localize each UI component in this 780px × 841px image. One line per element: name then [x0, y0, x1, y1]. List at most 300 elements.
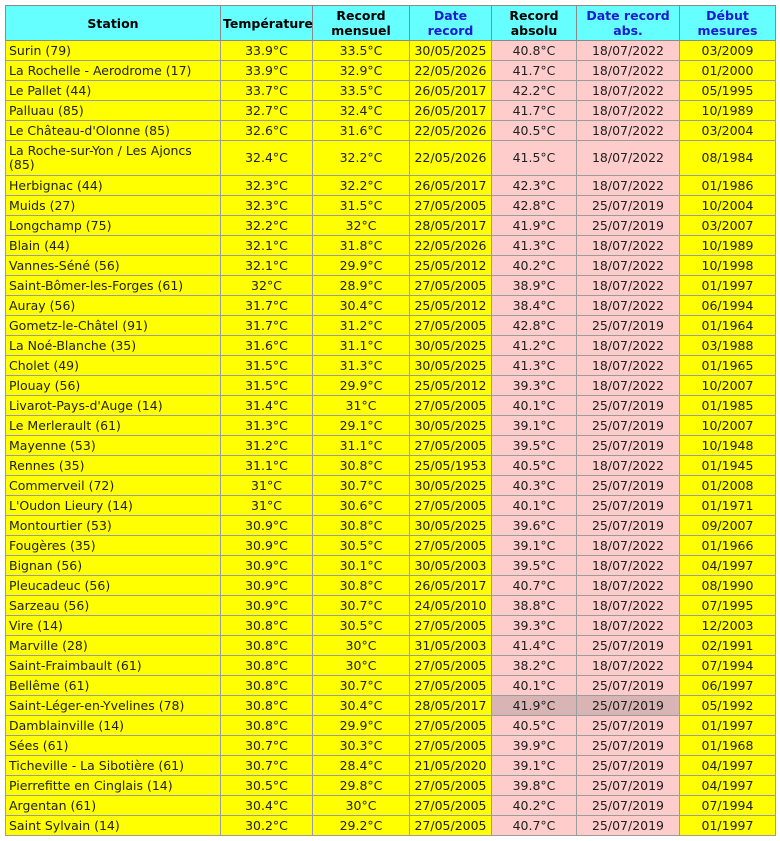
absolute-record-cell: 41.7°C: [492, 101, 577, 121]
table-row[interactable]: [6, 696, 776, 716]
absolute-record-date-cell: 18/07/2022: [577, 456, 680, 476]
station-cell: Mayenne (53): [6, 436, 221, 456]
temperature-cell: 33.7°C: [221, 81, 313, 101]
measurement-start-cell: 01/2008: [680, 476, 776, 496]
monthly-record-cell: 29.9°C: [313, 376, 410, 396]
absolute-record-date-cell: 18/07/2022: [577, 41, 680, 61]
measurement-start-cell: 05/1992: [680, 696, 776, 716]
measurement-start-cell: 10/2007: [680, 376, 776, 396]
monthly-record-cell: 29.8°C: [313, 776, 410, 796]
temperature-cell: 31.5°C: [221, 376, 313, 396]
record-date-cell: 22/05/2026: [410, 141, 492, 176]
measurement-start-cell: 03/2004: [680, 121, 776, 141]
measurement-start-cell: 10/1998: [680, 256, 776, 276]
temperature-cell: 31.4°C: [221, 396, 313, 416]
monthly-record-cell: 30.8°C: [313, 516, 410, 536]
measurement-start-cell: 01/1985: [680, 396, 776, 416]
table-row[interactable]: [6, 516, 776, 536]
monthly-record-cell: 28.4°C: [313, 756, 410, 776]
monthly-record-cell: 30.8°C: [313, 576, 410, 596]
station-cell: Palluau (85): [6, 101, 221, 121]
table-row[interactable]: [6, 236, 776, 256]
temperature-cell: 31.7°C: [221, 316, 313, 336]
monthly-record-cell: 30°C: [313, 656, 410, 676]
table-row[interactable]: [6, 296, 776, 316]
record-date-cell: 21/05/2020: [410, 756, 492, 776]
temperature-cell: 30.7°C: [221, 756, 313, 776]
monthly-record-cell: 31.2°C: [313, 316, 410, 336]
station-cell: Commerveil (72): [6, 476, 221, 496]
header-absolute-record-date[interactable]: Date record abs.: [577, 6, 680, 41]
station-cell: Pierrefitte en Cinglais (14): [6, 776, 221, 796]
station-cell: Rennes (35): [6, 456, 221, 476]
station-cell: La Roche-sur-Yon / Les Ajoncs (85): [6, 141, 221, 176]
absolute-record-date-cell: 25/07/2019: [577, 676, 680, 696]
measurement-start-cell: 07/1994: [680, 796, 776, 816]
measurement-start-cell: 06/1994: [680, 296, 776, 316]
monthly-record-cell: 32.2°C: [313, 141, 410, 176]
absolute-record-cell: 39.3°C: [492, 616, 577, 636]
temperature-cell: 31°C: [221, 496, 313, 516]
temperature-cell: 30.8°C: [221, 656, 313, 676]
station-cell: La Rochelle - Aerodrome (17): [6, 61, 221, 81]
station-cell: Marville (28): [6, 636, 221, 656]
measurement-start-cell: 01/1966: [680, 536, 776, 556]
absolute-record-date-cell: 18/07/2022: [577, 336, 680, 356]
temperature-cell: 32.3°C: [221, 196, 313, 216]
temperature-cell: 30.8°C: [221, 676, 313, 696]
record-date-cell: 27/05/2005: [410, 396, 492, 416]
station-cell: Longchamp (75): [6, 216, 221, 236]
temperature-cell: 30.7°C: [221, 736, 313, 756]
table-row[interactable]: [6, 256, 776, 276]
table-row[interactable]: [6, 576, 776, 596]
temperature-cell: 32°C: [221, 276, 313, 296]
measurement-start-cell: 10/1989: [680, 101, 776, 121]
record-date-cell: 26/05/2017: [410, 176, 492, 196]
temperature-cell: 30.9°C: [221, 536, 313, 556]
temperature-cell: 31.5°C: [221, 356, 313, 376]
record-date-cell: 27/05/2005: [410, 276, 492, 296]
monthly-record-cell: 32.2°C: [313, 176, 410, 196]
absolute-record-date-cell: 18/07/2022: [577, 276, 680, 296]
monthly-record-cell: 31.3°C: [313, 356, 410, 376]
absolute-record-date-cell: 18/07/2022: [577, 596, 680, 616]
station-cell: Vannes-Séné (56): [6, 256, 221, 276]
absolute-record-date-cell: 25/07/2019: [577, 436, 680, 456]
measurement-start-cell: 01/1971: [680, 496, 776, 516]
measurement-start-cell: 03/1988: [680, 336, 776, 356]
measurement-start-cell: 04/1997: [680, 776, 776, 796]
absolute-record-cell: 40.1°C: [492, 676, 577, 696]
measurement-start-cell: 10/1989: [680, 236, 776, 256]
table-row[interactable]: [6, 376, 776, 396]
record-date-cell: 27/05/2005: [410, 496, 492, 516]
table-row[interactable]: [6, 756, 776, 776]
measurement-start-cell: 01/1986: [680, 176, 776, 196]
absolute-record-cell: 40.5°C: [492, 121, 577, 141]
absolute-record-cell: 38.4°C: [492, 296, 577, 316]
record-date-cell: 24/05/2010: [410, 596, 492, 616]
measurement-start-cell: 04/1997: [680, 756, 776, 776]
absolute-record-cell: 39.3°C: [492, 376, 577, 396]
absolute-record-cell: 38.8°C: [492, 596, 577, 616]
station-cell: Montourtier (53): [6, 516, 221, 536]
absolute-record-date-cell: 18/07/2022: [577, 536, 680, 556]
monthly-record-cell: 30.6°C: [313, 496, 410, 516]
monthly-record-cell: 29.9°C: [313, 256, 410, 276]
monthly-record-cell: 30.1°C: [313, 556, 410, 576]
monthly-record-cell: 31.1°C: [313, 336, 410, 356]
absolute-record-cell: 40.7°C: [492, 576, 577, 596]
absolute-record-cell: 41.7°C: [492, 61, 577, 81]
record-date-cell: 28/05/2017: [410, 696, 492, 716]
header-record-date[interactable]: Date record: [410, 6, 492, 41]
record-date-cell: 28/05/2017: [410, 216, 492, 236]
table-row[interactable]: [6, 121, 776, 141]
table-row[interactable]: [6, 536, 776, 556]
station-cell: Sarzeau (56): [6, 596, 221, 616]
absolute-record-date-cell: 18/07/2022: [577, 616, 680, 636]
station-cell: Saint-Léger-en-Yvelines (78): [6, 696, 221, 716]
station-cell: Plouay (56): [6, 376, 221, 396]
absolute-record-date-cell: 25/07/2019: [577, 716, 680, 736]
station-cell: Blain (44): [6, 236, 221, 256]
table-row[interactable]: [6, 196, 776, 216]
measurement-start-cell: 02/1991: [680, 636, 776, 656]
record-date-cell: 25/05/2012: [410, 376, 492, 396]
station-cell: Le Pallet (44): [6, 81, 221, 101]
temperature-cell: 31.6°C: [221, 336, 313, 356]
absolute-record-cell: 38.2°C: [492, 656, 577, 676]
temperature-cell: 32.4°C: [221, 141, 313, 176]
monthly-record-cell: 30.4°C: [313, 696, 410, 716]
absolute-record-cell: 41.5°C: [492, 141, 577, 176]
record-date-cell: 27/05/2005: [410, 716, 492, 736]
absolute-record-cell: 40.7°C: [492, 816, 577, 836]
record-date-cell: 27/05/2005: [410, 436, 492, 456]
table-row[interactable]: [6, 141, 776, 176]
temperature-cell: 30.8°C: [221, 616, 313, 636]
table-header-row: [6, 6, 776, 41]
absolute-record-cell: 39.1°C: [492, 536, 577, 556]
absolute-record-cell: 39.5°C: [492, 436, 577, 456]
monthly-record-cell: 30.5°C: [313, 536, 410, 556]
station-cell: Le Château-d'Olonne (85): [6, 121, 221, 141]
monthly-record-cell: 30.7°C: [313, 596, 410, 616]
absolute-record-cell: 40.3°C: [492, 476, 577, 496]
record-date-cell: 27/05/2005: [410, 316, 492, 336]
absolute-record-date-cell: 18/07/2022: [577, 101, 680, 121]
station-cell: Cholet (49): [6, 356, 221, 376]
temperature-cell: 31.1°C: [221, 456, 313, 476]
record-date-cell: 30/05/2003: [410, 556, 492, 576]
absolute-record-date-cell: 18/07/2022: [577, 296, 680, 316]
table-row[interactable]: [6, 656, 776, 676]
absolute-record-date-cell: 18/07/2022: [577, 556, 680, 576]
record-date-cell: 27/05/2005: [410, 736, 492, 756]
table-row[interactable]: [6, 796, 776, 816]
temperature-cell: 31.7°C: [221, 296, 313, 316]
temperature-cell: 33.9°C: [221, 41, 313, 61]
header-station[interactable]: Station: [6, 6, 221, 41]
table-row[interactable]: [6, 596, 776, 616]
absolute-record-cell: 42.2°C: [492, 81, 577, 101]
table-body: [6, 41, 776, 836]
monthly-record-cell: 32.4°C: [313, 101, 410, 121]
temperature-cell: 32.7°C: [221, 101, 313, 121]
absolute-record-date-cell: 25/07/2019: [577, 396, 680, 416]
absolute-record-date-cell: 25/07/2019: [577, 316, 680, 336]
record-date-cell: 27/05/2005: [410, 776, 492, 796]
absolute-record-cell: 40.5°C: [492, 456, 577, 476]
table-row[interactable]: [6, 476, 776, 496]
record-date-cell: 22/05/2026: [410, 236, 492, 256]
absolute-record-date-cell: 18/07/2022: [577, 356, 680, 376]
record-date-cell: 26/05/2017: [410, 576, 492, 596]
station-cell: Gometz-le-Châtel (91): [6, 316, 221, 336]
table-row[interactable]: [6, 61, 776, 81]
absolute-record-cell: 40.1°C: [492, 496, 577, 516]
station-cell: Livarot-Pays-d'Auge (14): [6, 396, 221, 416]
temperature-cell: 32.1°C: [221, 236, 313, 256]
measurement-start-cell: 12/2003: [680, 616, 776, 636]
absolute-record-date-cell: 18/07/2022: [577, 121, 680, 141]
temperature-cell: 30.8°C: [221, 696, 313, 716]
absolute-record-date-cell: 25/07/2019: [577, 196, 680, 216]
measurement-start-cell: 07/1994: [680, 656, 776, 676]
absolute-record-date-cell: 18/07/2022: [577, 141, 680, 176]
measurement-start-cell: 04/1997: [680, 556, 776, 576]
table-row[interactable]: [6, 556, 776, 576]
monthly-record-cell: 30.5°C: [313, 616, 410, 636]
absolute-record-date-cell: 25/07/2019: [577, 416, 680, 436]
temperature-cell: 33.9°C: [221, 61, 313, 81]
absolute-record-date-cell: 25/07/2019: [577, 476, 680, 496]
station-cell: Vire (14): [6, 616, 221, 636]
station-cell: Sées (61): [6, 736, 221, 756]
record-date-cell: 25/05/2012: [410, 296, 492, 316]
station-cell: Damblainville (14): [6, 716, 221, 736]
monthly-record-cell: 30.7°C: [313, 476, 410, 496]
temperature-cell: 32.1°C: [221, 256, 313, 276]
monthly-record-cell: 29.1°C: [313, 416, 410, 436]
temperature-cell: 30.2°C: [221, 816, 313, 836]
station-cell: Saint-Fraimbault (61): [6, 656, 221, 676]
table-row[interactable]: [6, 716, 776, 736]
header-measurement-start[interactable]: Début mesures: [680, 6, 776, 41]
absolute-record-cell: 40.2°C: [492, 256, 577, 276]
temperature-cell: 30.9°C: [221, 556, 313, 576]
table-row[interactable]: [6, 496, 776, 516]
temperature-cell: 30.4°C: [221, 796, 313, 816]
monthly-record-cell: 30.4°C: [313, 296, 410, 316]
station-cell: Argentan (61): [6, 796, 221, 816]
record-date-cell: 25/05/2012: [410, 256, 492, 276]
table-row[interactable]: [6, 356, 776, 376]
measurement-start-cell: 01/1997: [680, 716, 776, 736]
table-row[interactable]: [6, 676, 776, 696]
record-date-cell: 26/05/2017: [410, 101, 492, 121]
temperature-cell: 31°C: [221, 476, 313, 496]
station-cell: Le Merlerault (61): [6, 416, 221, 436]
table-row[interactable]: [6, 636, 776, 656]
header-temperature[interactable]: Température: [221, 6, 313, 41]
table-row[interactable]: [6, 316, 776, 336]
table-row[interactable]: [6, 176, 776, 196]
absolute-record-cell: 40.2°C: [492, 796, 577, 816]
station-cell: Saint-Bômer-les-Forges (61): [6, 276, 221, 296]
station-cell: Auray (56): [6, 296, 221, 316]
measurement-start-cell: 03/2007: [680, 216, 776, 236]
monthly-record-cell: 31°C: [313, 396, 410, 416]
measurement-start-cell: 01/1997: [680, 276, 776, 296]
absolute-record-cell: 39.8°C: [492, 776, 577, 796]
absolute-record-cell: 42.8°C: [492, 316, 577, 336]
station-cell: Herbignac (44): [6, 176, 221, 196]
station-cell: L'Oudon Lieury (14): [6, 496, 221, 516]
absolute-record-date-cell: 18/07/2022: [577, 176, 680, 196]
record-date-cell: 27/05/2005: [410, 796, 492, 816]
absolute-record-date-cell: 25/07/2019: [577, 516, 680, 536]
record-date-cell: 30/05/2025: [410, 516, 492, 536]
absolute-record-cell: 42.3°C: [492, 176, 577, 196]
absolute-record-date-cell: 25/07/2019: [577, 796, 680, 816]
temperature-cell: 30.9°C: [221, 576, 313, 596]
station-cell: Fougères (35): [6, 536, 221, 556]
temperature-cell: 32.2°C: [221, 216, 313, 236]
measurement-start-cell: 05/1995: [680, 81, 776, 101]
record-date-cell: 27/05/2005: [410, 676, 492, 696]
table-row[interactable]: [6, 101, 776, 121]
table-row[interactable]: [6, 396, 776, 416]
record-date-cell: 30/05/2025: [410, 476, 492, 496]
absolute-record-date-cell: 25/07/2019: [577, 816, 680, 836]
table-row[interactable]: [6, 416, 776, 436]
monthly-record-cell: 32°C: [313, 216, 410, 236]
absolute-record-cell: 40.1°C: [492, 396, 577, 416]
table-row[interactable]: [6, 736, 776, 756]
absolute-record-cell: 42.8°C: [492, 196, 577, 216]
absolute-record-cell: 41.4°C: [492, 636, 577, 656]
absolute-record-cell: 39.9°C: [492, 736, 577, 756]
station-cell: La Noé-Blanche (35): [6, 336, 221, 356]
absolute-record-cell: 41.2°C: [492, 336, 577, 356]
table-row[interactable]: [6, 456, 776, 476]
measurement-start-cell: 01/1997: [680, 816, 776, 836]
monthly-record-cell: 31.6°C: [313, 121, 410, 141]
absolute-record-date-cell: 25/07/2019: [577, 696, 680, 716]
monthly-record-cell: 33.5°C: [313, 81, 410, 101]
station-cell: Bellême (61): [6, 676, 221, 696]
absolute-record-date-cell: 25/07/2019: [577, 756, 680, 776]
absolute-record-date-cell: 18/07/2022: [577, 256, 680, 276]
absolute-record-date-cell: 18/07/2022: [577, 576, 680, 596]
station-cell: Pleucadeuc (56): [6, 576, 221, 596]
table-row[interactable]: [6, 81, 776, 101]
header-absolute-record[interactable]: Record absolu: [492, 6, 577, 41]
monthly-record-cell: 32.9°C: [313, 61, 410, 81]
station-cell: Saint Sylvain (14): [6, 816, 221, 836]
record-date-cell: 27/05/2005: [410, 536, 492, 556]
table-row[interactable]: [6, 276, 776, 296]
monthly-record-cell: 33.5°C: [313, 41, 410, 61]
measurement-start-cell: 08/1990: [680, 576, 776, 596]
record-date-cell: 30/05/2025: [410, 41, 492, 61]
absolute-record-date-cell: 18/07/2022: [577, 81, 680, 101]
record-date-cell: 31/05/2003: [410, 636, 492, 656]
record-date-cell: 26/05/2017: [410, 81, 492, 101]
record-date-cell: 27/05/2005: [410, 196, 492, 216]
monthly-record-cell: 28.9°C: [313, 276, 410, 296]
temperature-cell: 30.5°C: [221, 776, 313, 796]
absolute-record-cell: 39.1°C: [492, 416, 577, 436]
table-row[interactable]: [6, 216, 776, 236]
temperature-cell: 30.9°C: [221, 596, 313, 616]
measurement-start-cell: 01/1964: [680, 316, 776, 336]
measurement-start-cell: 10/2007: [680, 416, 776, 436]
measurement-start-cell: 07/1995: [680, 596, 776, 616]
measurement-start-cell: 03/2009: [680, 41, 776, 61]
absolute-record-cell: 41.9°C: [492, 216, 577, 236]
monthly-record-cell: 29.9°C: [313, 716, 410, 736]
monthly-record-cell: 30.3°C: [313, 736, 410, 756]
records-table-container: [5, 5, 776, 836]
record-date-cell: 27/05/2005: [410, 656, 492, 676]
temperature-cell: 31.3°C: [221, 416, 313, 436]
table-row[interactable]: [6, 336, 776, 356]
station-cell: Bignan (56): [6, 556, 221, 576]
monthly-record-cell: 31.5°C: [313, 196, 410, 216]
record-date-cell: 30/05/2025: [410, 416, 492, 436]
record-date-cell: 27/05/2005: [410, 816, 492, 836]
record-date-cell: 22/05/2026: [410, 61, 492, 81]
monthly-record-cell: 30.8°C: [313, 456, 410, 476]
temperature-cell: 30.8°C: [221, 716, 313, 736]
measurement-start-cell: 01/1945: [680, 456, 776, 476]
temperature-records-table: [5, 5, 776, 836]
station-cell: Surin (79): [6, 41, 221, 61]
monthly-record-cell: 30°C: [313, 796, 410, 816]
table-row[interactable]: [6, 616, 776, 636]
monthly-record-cell: 31.1°C: [313, 436, 410, 456]
record-date-cell: 30/05/2025: [410, 356, 492, 376]
absolute-record-cell: 40.5°C: [492, 716, 577, 736]
table-row[interactable]: [6, 816, 776, 836]
record-date-cell: 30/05/2025: [410, 336, 492, 356]
absolute-record-cell: 41.9°C: [492, 696, 577, 716]
measurement-start-cell: 01/1968: [680, 736, 776, 756]
absolute-record-date-cell: 18/07/2022: [577, 656, 680, 676]
record-date-cell: 25/05/1953: [410, 456, 492, 476]
table-row[interactable]: [6, 436, 776, 456]
measurement-start-cell: 08/1984: [680, 141, 776, 176]
station-cell: Muids (27): [6, 196, 221, 216]
absolute-record-cell: 41.3°C: [492, 356, 577, 376]
absolute-record-cell: 41.3°C: [492, 236, 577, 256]
absolute-record-date-cell: 25/07/2019: [577, 216, 680, 236]
header-monthly-record[interactable]: Record mensuel: [313, 6, 410, 41]
temperature-cell: 30.9°C: [221, 516, 313, 536]
absolute-record-date-cell: 25/07/2019: [577, 776, 680, 796]
temperature-cell: 30.8°C: [221, 636, 313, 656]
monthly-record-cell: 31.8°C: [313, 236, 410, 256]
table-row[interactable]: [6, 776, 776, 796]
record-date-cell: 27/05/2005: [410, 616, 492, 636]
table-row[interactable]: [6, 41, 776, 61]
absolute-record-date-cell: 25/07/2019: [577, 636, 680, 656]
absolute-record-cell: 39.6°C: [492, 516, 577, 536]
